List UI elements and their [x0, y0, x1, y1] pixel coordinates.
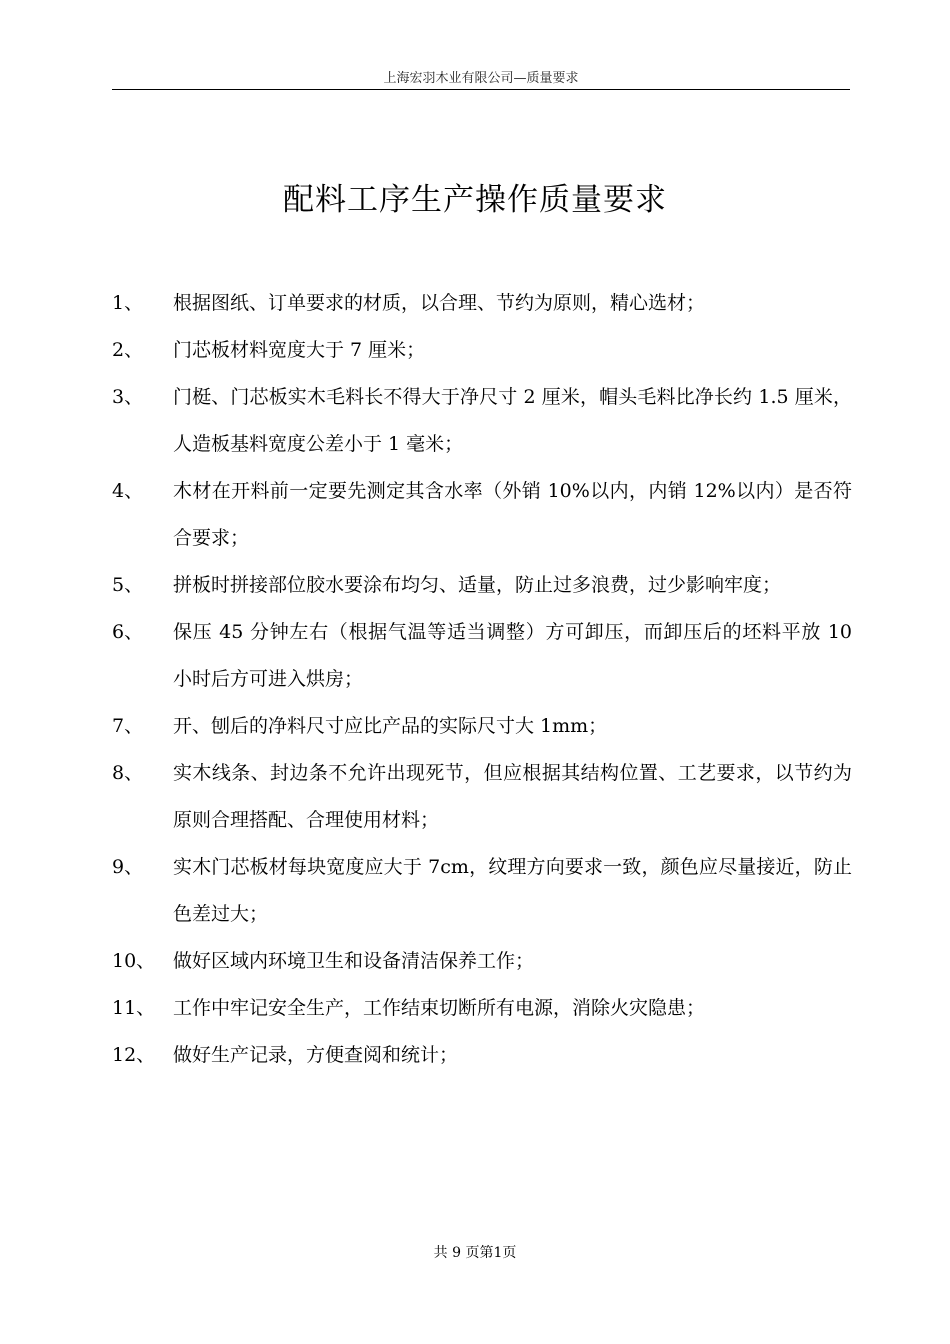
- item-number: 4、: [112, 480, 144, 502]
- item-text: 做好生产记录，方便查阅和统计；: [173, 1044, 459, 1066]
- list-item: [112, 938, 852, 985]
- item-number: 8、: [112, 762, 144, 784]
- list-item: [112, 703, 852, 750]
- item-number: 10、: [112, 950, 156, 972]
- item-text: 工作中牢记安全生产，工作结束切断所有电源，消除火灾隐患；: [173, 997, 706, 1019]
- page-footer: 共 9 页第1页: [433, 1245, 517, 1261]
- list-item: [112, 750, 852, 844]
- list-item: [112, 1032, 852, 1079]
- item-number: 5、: [112, 574, 144, 596]
- list-item: [112, 562, 852, 609]
- item-text: 开、刨后的净料尺寸应比产品的实际尺寸大 1mm；: [173, 715, 608, 737]
- item-number: 12、: [112, 1044, 156, 1066]
- document-title: 配料工序生产操作质量要求: [283, 182, 667, 218]
- header-divider: [112, 89, 850, 90]
- item-number: 7、: [112, 715, 144, 737]
- item-text: 门梃、门芯板实木毛料长不得大于净尺寸 2 厘米，帽头毛料比净长约 1.5 厘米，人造板基料宽度公差小于 1 毫米；: [173, 386, 852, 455]
- list-item: [112, 985, 852, 1032]
- item-text: 做好区域内环境卫生和设备清洁保养工作；: [173, 950, 535, 972]
- item-number: 6、: [112, 621, 144, 643]
- item-text: 保压 45 分钟左右（根据气温等适当调整）方可卸压，而卸压后的坯料平放 10 小时后方可进入烘房；: [173, 621, 852, 690]
- item-text: 实木门芯板材每块宽度应大于 7cm，纹理方向要求一致，颜色应尽量接近，防止色差过大；: [173, 856, 852, 925]
- item-number: 1、: [112, 292, 144, 314]
- list-item: [112, 374, 852, 468]
- item-text: 拼板时拼接部位胶水要涂布均匀、适量，防止过多浪费，过少影响牢度；: [173, 574, 782, 596]
- item-number: 9、: [112, 856, 144, 878]
- item-text: 门芯板材料宽度大于 7 厘米；: [173, 339, 426, 361]
- item-text: 木材在开料前一定要先测定其含水率（外销 10%以内，内销 12%以内）是否符合要求；: [173, 480, 852, 549]
- item-number: 11、: [112, 997, 156, 1019]
- item-number: 2、: [112, 339, 144, 361]
- list-item: [112, 327, 852, 374]
- item-number: 3、: [112, 386, 144, 408]
- requirements-list: [112, 280, 852, 1079]
- item-text: 实木线条、封边条不允许出现死节，但应根据其结构位置、工艺要求，以节约为原则合理搭配、合理使用材料；: [173, 762, 852, 831]
- list-item: [112, 844, 852, 938]
- list-item: [112, 609, 852, 703]
- page-header: 上海宏羽木业有限公司—质量要求: [383, 71, 579, 86]
- list-item: [112, 280, 852, 327]
- list-item: [112, 468, 852, 562]
- item-text: 根据图纸、订单要求的材质，以合理、节约为原则，精心选材；: [173, 292, 706, 314]
